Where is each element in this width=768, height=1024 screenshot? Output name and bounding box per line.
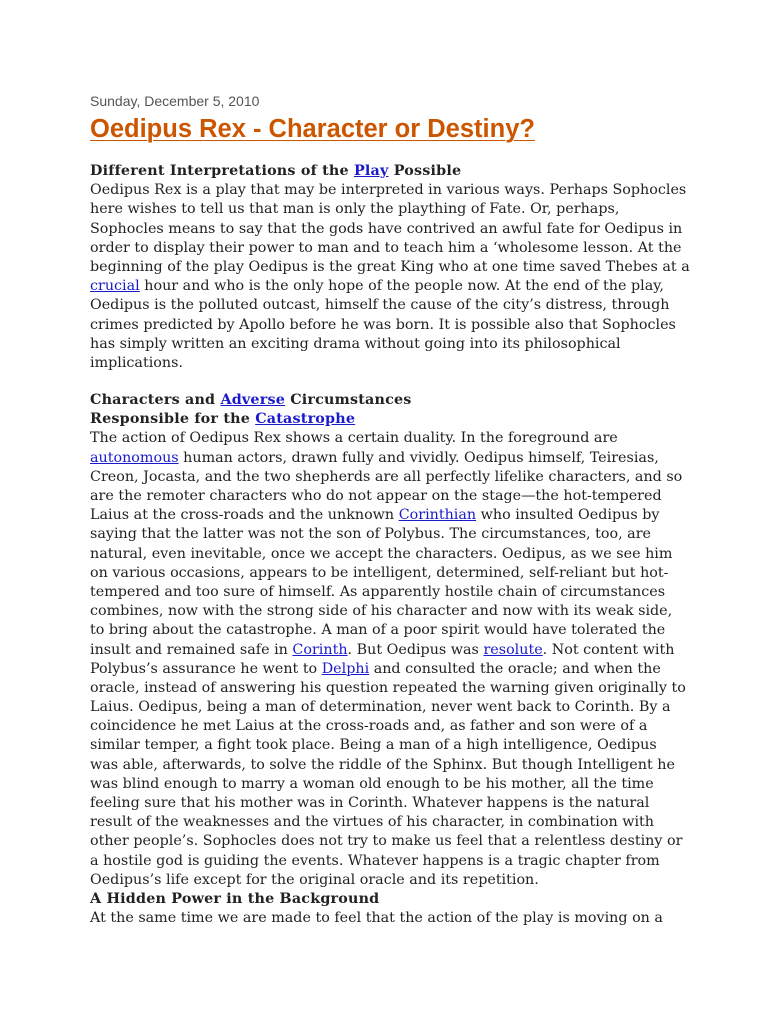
text-segment: Laius. Oedipus, being a man of determination, never went back to Corinth. By a	[90, 699, 671, 716]
text-segment: . But Oedipus was	[347, 641, 484, 658]
text-segment: Responsible for the	[90, 411, 256, 428]
text-line	[90, 525, 690, 544]
text-line	[90, 220, 690, 239]
text-segment: Circumstances	[285, 392, 412, 409]
text-line	[90, 449, 690, 468]
text-line	[90, 717, 690, 736]
text-segment: to bring about the catastrophe. A man of a poor spirit would have tolerated the	[90, 622, 666, 639]
text-segment: was blind enough to marry a woman old enough to be his mother, all the time	[90, 775, 654, 792]
text-line	[90, 660, 690, 679]
keyword-link[interactable]: Corinthian	[398, 507, 477, 524]
text-segment: Oedipus’s life except for the original oracle and its repetition.	[90, 871, 539, 888]
text-segment: hour and who is the only hope of the people now. At the end of the play,	[139, 278, 664, 295]
text-segment: coincidence he met Laius at the cross-roads and, as father and son were of a	[90, 718, 648, 735]
text-segment: Different Interpretations of the	[90, 163, 354, 179]
text-line	[90, 794, 690, 813]
text-segment: tempered and too sure of himself. As apparently hostile chain of circumstances	[90, 583, 666, 600]
text-line	[90, 813, 690, 832]
text-segment: combines, now with the strong side of his character and now with its weak side,	[90, 603, 673, 620]
post-date: Sunday, December 5, 2010	[90, 93, 260, 109]
text-line	[90, 181, 690, 200]
text-segment: has simply written an exciting drama without going into its philosophical	[90, 335, 621, 352]
keyword-link[interactable]: resolute	[483, 641, 543, 658]
text-line	[90, 316, 690, 335]
text-line	[90, 621, 690, 640]
text-line	[90, 698, 690, 717]
text-line	[90, 239, 690, 258]
text-line	[90, 871, 690, 890]
text-line	[90, 354, 690, 373]
text-line	[90, 277, 690, 296]
text-segment: Laius at the cross-roads and the unknown	[90, 507, 399, 524]
text-segment: who insulted Oedipus by	[476, 507, 660, 524]
text-line	[90, 296, 690, 315]
section-heading	[90, 162, 690, 181]
keyword-link[interactable]: autonomous	[90, 449, 179, 466]
text-line	[90, 335, 690, 354]
text-segment: are the remoter characters who do not appear on the stage—the hot-tempered	[90, 488, 662, 504]
text-segment: and consulted the oracle; and when the	[369, 660, 661, 677]
text-segment: insult and remained safe in	[90, 641, 293, 658]
text-segment: result of the weaknesses and the virtues of his character, in combination with	[90, 814, 655, 831]
text-segment: Polybus’s assurance he went to	[90, 660, 322, 677]
text-segment: beginning of the play Oedipus is the great King who at one time saved Thebes at a	[90, 258, 690, 275]
text-line	[90, 909, 690, 928]
text-segment: . Not content with	[542, 641, 675, 658]
text-line	[90, 545, 690, 564]
text-line	[90, 564, 690, 583]
text-segment: natural, even inevitable, once we accept the characters. Oedipus, as we see him	[90, 545, 673, 562]
keyword-link[interactable]: Corinth	[292, 641, 348, 658]
text-segment: feeling sure that his mother was in Corinth. Whatever happens is the natural	[90, 795, 650, 811]
text-segment: At the same time we are made to feel that the action of the play is moving on a	[90, 910, 663, 927]
text-segment: other people’s. Sophocles does not try to make us feel that a relentless destiny or	[90, 833, 683, 850]
section-heading	[90, 410, 690, 429]
text-line	[90, 506, 690, 525]
text-line	[90, 756, 690, 775]
text-segment: saying that the latter was not the son of Polybus. The circumstances, too, are	[90, 526, 652, 543]
keyword-link[interactable]: crucial	[90, 278, 140, 295]
text-line	[90, 429, 690, 448]
keyword-link[interactable]: Delphi	[321, 660, 370, 677]
text-line	[90, 832, 690, 851]
keyword-link[interactable]: Play	[353, 163, 389, 179]
keyword-link[interactable]: Adverse	[220, 392, 286, 409]
text-segment: Creon, Jocasta, and the two shepherds are all perfectly lifelike characters, and so	[90, 468, 683, 485]
text-segment: Possible	[388, 163, 462, 179]
text-segment: Oedipus Rex is a play that may be interpreted in various ways. Perhaps Sophocles	[90, 182, 687, 199]
text-line	[90, 775, 690, 794]
text-segment: implications.	[90, 354, 183, 371]
keyword-link[interactable]: Catastrophe	[255, 411, 356, 428]
text-segment: A Hidden Power in the Background	[90, 890, 380, 907]
text-line	[90, 602, 690, 621]
text-segment: here wishes to tell us that man is only the plaything of Fate. Or, perhaps,	[90, 201, 620, 218]
text-segment: The action of Oedipus Rex shows a certain duality. In the foreground are	[90, 430, 618, 447]
text-line	[90, 583, 690, 602]
text-line	[90, 258, 690, 277]
text-line	[90, 679, 690, 698]
section-heading	[90, 890, 690, 909]
text-segment: human actors, drawn fully and vividly. Oedipus himself, Teiresias,	[178, 449, 659, 466]
text-segment: Characters and	[90, 392, 221, 409]
text-line	[90, 852, 690, 871]
text-line	[90, 487, 690, 506]
text-line	[90, 200, 690, 219]
text-segment: crimes predicted by Apollo before he was born. It is possible also that Sophocles	[90, 316, 676, 333]
text-line	[90, 736, 690, 755]
text-segment: Sophocles means to say that the gods have contrived an awful fate for Oedipus in	[90, 220, 683, 237]
paragraph-gap	[90, 373, 690, 391]
article-body	[90, 162, 690, 928]
text-segment: Oedipus is the polluted outcast, himself the cause of the city’s distress, through	[90, 297, 670, 314]
text-segment: was able, afterwards, to solve the riddle of the Sphinx. But though Intelligent he	[90, 756, 675, 773]
text-segment: similar temper, a fight took place. Being a man of a high intelligence, Oedipus	[90, 737, 657, 754]
text-segment: order to display their power to man and to teach him a ‘wholesome lesson. At the	[90, 239, 682, 256]
text-segment: on various occasions, appears to be intelligent, determined, self-reliant but hot-	[90, 564, 669, 581]
text-line	[90, 468, 690, 487]
text-segment: a hostile god is guiding the events. Whatever happens is a tragic chapter from	[90, 852, 660, 869]
text-segment: oracle, instead of answering his question repeated the warning given originally to	[90, 679, 686, 696]
section-heading	[90, 391, 690, 410]
post-title[interactable]: Oedipus Rex - Character or Destiny?	[90, 115, 535, 143]
text-line	[90, 641, 690, 660]
